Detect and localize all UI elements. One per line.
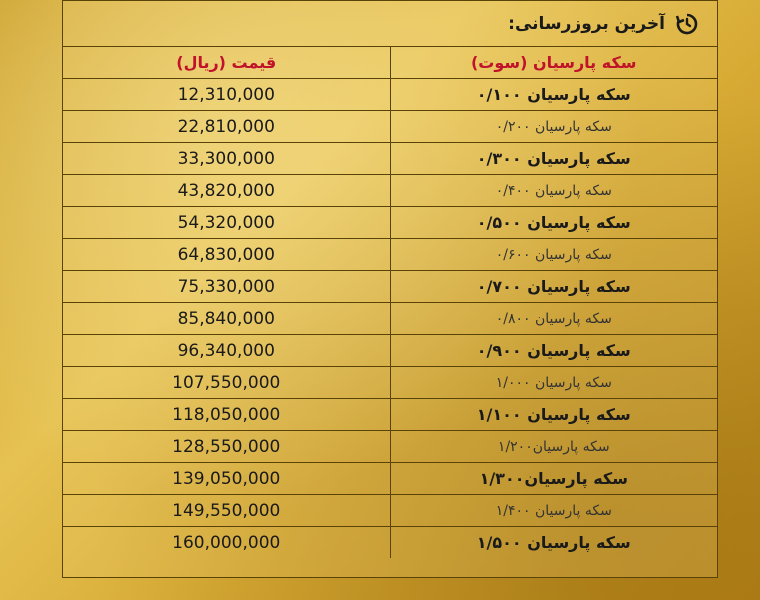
price-cell: 85,840,000 (63, 303, 390, 335)
price-cell: 118,050,000 (63, 399, 390, 431)
price-cell: 139,050,000 (63, 463, 390, 495)
table-row (63, 271, 717, 303)
table-row (63, 239, 717, 271)
coin-name-cell: سکه پارسیان ۰/۷۰۰ (390, 271, 717, 303)
table-row (63, 143, 717, 175)
coin-name-cell: سکه پارسیان ۰/۸۰۰ (390, 303, 717, 335)
table-row (63, 79, 717, 111)
coin-price-table (63, 47, 717, 558)
price-cell: 128,550,000 (63, 431, 390, 463)
table-row (63, 463, 717, 495)
price-cell: 64,830,000 (63, 239, 390, 271)
coin-name-cell: سکه پارسیان ۰/۳۰۰ (390, 143, 717, 175)
coin-name-cell: سکه پارسیان ۱/۵۰۰ (390, 527, 717, 559)
table-row (63, 175, 717, 207)
coin-name-cell: سکه پارسیان ۰/۲۰۰ (390, 111, 717, 143)
price-cell: 12,310,000 (63, 79, 390, 111)
coin-name-cell: سکه پارسیان ۰/۴۰۰ (390, 175, 717, 207)
coin-name-cell: سکه پارسیان ۰/۱۰۰ (390, 79, 717, 111)
table-header-row (63, 47, 717, 79)
price-cell: 149,550,000 (63, 495, 390, 527)
price-cell: 22,810,000 (63, 111, 390, 143)
price-cell: 75,330,000 (63, 271, 390, 303)
table-row (63, 527, 717, 559)
price-table-frame (62, 0, 718, 578)
table-row (63, 335, 717, 367)
table-row (63, 495, 717, 527)
coin-name-cell: سکه پارسیان ۰/۶۰۰ (390, 239, 717, 271)
coin-name-cell: سکه پارسیان۱/۲۰۰ (390, 431, 717, 463)
price-cell: 96,340,000 (63, 335, 390, 367)
table-row (63, 207, 717, 239)
coin-name-cell: سکه پارسیان۱/۳۰۰ (390, 463, 717, 495)
coin-name-cell: سکه پارسیان ۰/۵۰۰ (390, 207, 717, 239)
price-column-header: قیمت (ریال) (63, 47, 390, 79)
price-cell: 33,300,000 (63, 143, 390, 175)
last-update-header (63, 1, 717, 47)
coin-name-cell: سکه پارسیان ۱/۴۰۰ (390, 495, 717, 527)
table-row (63, 111, 717, 143)
table-row (63, 367, 717, 399)
coin-name-cell: سکه پارسیان ۰/۹۰۰ (390, 335, 717, 367)
table-row (63, 431, 717, 463)
coin-name-cell: سکه پارسیان ۱/۰۰۰ (390, 367, 717, 399)
refresh-clock-icon (675, 12, 699, 36)
price-cell: 43,820,000 (63, 175, 390, 207)
price-cell: 54,320,000 (63, 207, 390, 239)
last-update-title: آخرین بروزرسانی: (508, 13, 665, 34)
coin-name-cell: سکه پارسیان ۱/۱۰۰ (390, 399, 717, 431)
name-column-header: سکه پارسیان (سوت) (390, 47, 717, 79)
price-cell: 107,550,000 (63, 367, 390, 399)
table-row (63, 303, 717, 335)
price-cell: 160,000,000 (63, 527, 390, 559)
table-row (63, 399, 717, 431)
